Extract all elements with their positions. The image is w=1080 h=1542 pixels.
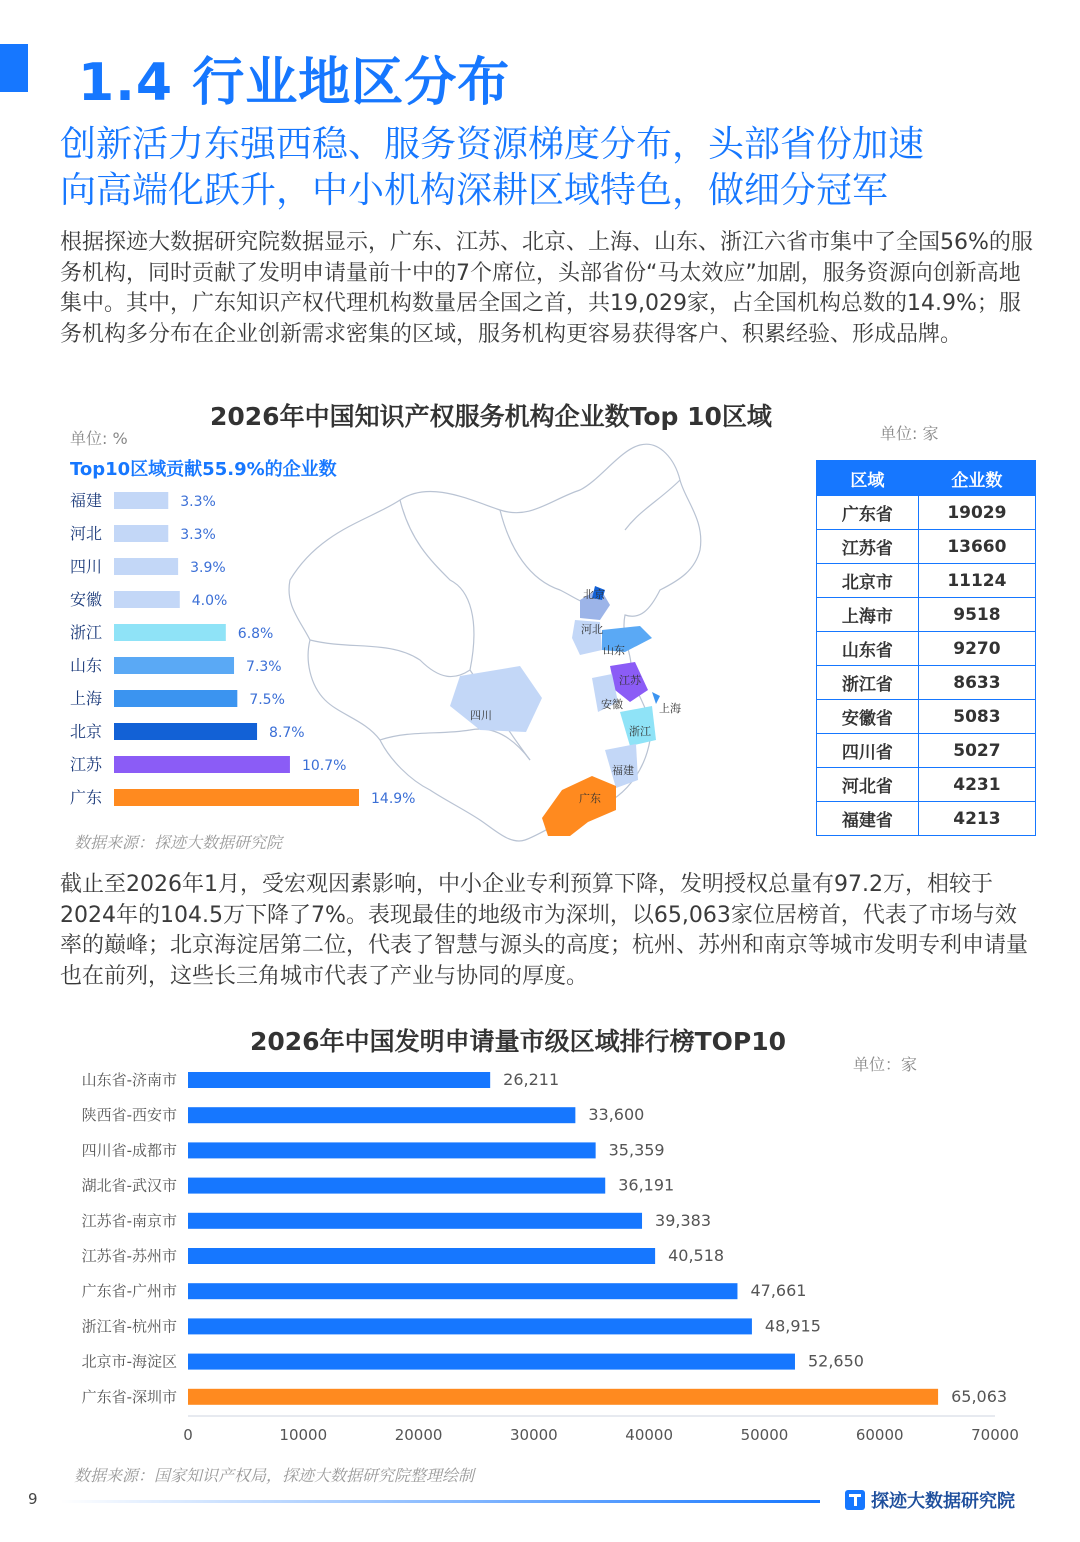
- map-label: 安徽: [601, 698, 623, 711]
- city-bar: [188, 1178, 605, 1194]
- share-category-label: 北京: [70, 722, 103, 741]
- table-cell-count: 11124: [918, 564, 1035, 598]
- figure2-title: 2026年中国发明申请量市级区域排行榜TOP10: [250, 1027, 786, 1056]
- city-value-label: 65,063: [951, 1386, 1008, 1406]
- city-value-label: 47,661: [750, 1281, 807, 1301]
- table-header: 企业数: [918, 461, 1035, 496]
- table-row: [817, 632, 1036, 666]
- share-category-label: 上海: [70, 689, 103, 708]
- paragraph-intro: 根据探迹大数据研究院数据显示，广东、江苏、北京、上海、山东、浙江六省市集中了全国56%的服务机构，同时贡献了发明申请量前十中的7个席位，头部省份“马太效应”加剧，服务资源向创新高地集中。其中，广东知识产权代理机构数量居全国之首，共19,029家，占全国机构总数的14.9%；服务机构多分布在企业创新需求密集的区域，服务机构更容易获得客户、积累经验、形成品牌。: [60, 230, 1033, 347]
- table-cell-count: 5027: [918, 734, 1035, 768]
- map-label: 河北: [581, 623, 603, 636]
- share-category-label: 广东: [70, 788, 103, 807]
- share-bar: [114, 525, 168, 542]
- x-tick-label: 20000: [394, 1426, 443, 1444]
- city-category-label: 浙江省-杭州市: [81, 1317, 177, 1336]
- share-value-label: 6.8%: [237, 626, 274, 642]
- share-value-label: 3.3%: [180, 527, 216, 543]
- city-value-label: 36,191: [618, 1175, 675, 1195]
- table-cell-region: 河北省: [817, 768, 919, 802]
- brand-icon: [845, 1490, 865, 1510]
- table-cell-count: 8633: [918, 666, 1035, 700]
- share-value-label: 3.9%: [190, 560, 226, 576]
- figure1-unit-right: 单位: 家: [880, 424, 939, 443]
- table-cell-region: 江苏省: [817, 530, 919, 564]
- map-label: 浙江: [629, 725, 651, 738]
- table-header-row: [817, 461, 1036, 496]
- table-cell-region: 上海市: [817, 598, 919, 632]
- map-label: 四川: [470, 709, 492, 722]
- table-cell-count: 5083: [918, 700, 1035, 734]
- share-value-label: 4.0%: [191, 593, 228, 609]
- map-label: 上海: [659, 702, 681, 715]
- city-category-label: 北京市-海淀区: [81, 1352, 177, 1371]
- city-bar: [188, 1318, 752, 1334]
- share-category-label: 浙江: [70, 623, 103, 642]
- table-cell-count: 13660: [918, 530, 1035, 564]
- share-category-label: 山东: [70, 656, 103, 675]
- city-value-label: 33,600: [588, 1105, 645, 1125]
- subtitle-line: 向高端化跃升，中小机构深耕区域特色，做细分冠军: [60, 170, 889, 211]
- table-row: [817, 530, 1036, 564]
- share-bar-chart: [60, 455, 416, 815]
- city-category-label: 四川省-成都市: [81, 1141, 177, 1160]
- city-value-label: 40,518: [668, 1246, 725, 1265]
- city-category-label: 湖北省-武汉市: [81, 1176, 177, 1195]
- table-cell-region: 山东省: [817, 632, 919, 666]
- map-label: 江苏: [619, 674, 641, 687]
- x-tick-label: 0: [183, 1426, 193, 1444]
- share-category-label: 福建: [70, 491, 103, 510]
- city-bar: [188, 1107, 575, 1123]
- x-tick-label: 70000: [971, 1426, 1019, 1444]
- city-bar: [188, 1354, 795, 1370]
- table-cell-region: 安徽省: [817, 700, 919, 734]
- figure2-source: 数据来源：国家知识产权局，探迹大数据研究院整理绘制: [74, 1466, 475, 1485]
- share-value-label: 8.7%: [269, 725, 305, 741]
- city-category-label: 山东省-济南市: [81, 1071, 177, 1089]
- figure2-unit: 单位：家: [853, 1055, 918, 1074]
- share-bar: [114, 789, 359, 806]
- table-cell-region: 浙江省: [817, 666, 919, 700]
- table-cell-region: 广东省: [817, 496, 919, 530]
- map-label: 山东: [603, 644, 625, 657]
- table-row: [817, 598, 1036, 632]
- brand-logo: [845, 1487, 1015, 1513]
- table-cell-region: 福建省: [817, 802, 919, 836]
- table-header: 区域: [817, 461, 919, 496]
- city-category-label: 广东省-广州市: [81, 1282, 177, 1301]
- city-category-label: 陕西省-西安市: [81, 1106, 177, 1125]
- region-table: [816, 460, 1036, 836]
- table-cell-region: 北京市: [817, 564, 919, 598]
- brand-name: 探迹大数据研究院: [871, 1491, 1015, 1512]
- share-bar: [114, 591, 180, 608]
- x-tick-label: 30000: [509, 1426, 558, 1444]
- map-label: 北京: [583, 588, 605, 601]
- section-accent-bar: [0, 44, 28, 92]
- table-cell-count: 19029: [918, 496, 1035, 530]
- table-cell-count: 4231: [918, 768, 1035, 802]
- section-subtitle: [60, 122, 1050, 214]
- city-value-label: 39,383: [655, 1210, 712, 1230]
- x-tick-label: 10000: [279, 1426, 328, 1444]
- share-value-label: 10.7%: [301, 758, 347, 774]
- share-bar: [114, 558, 178, 575]
- city-category-label: 江苏省-南京市: [81, 1211, 177, 1230]
- x-tick-label: 40000: [625, 1426, 674, 1444]
- table-row: [817, 734, 1036, 768]
- city-bar-chart: [60, 1062, 1050, 1452]
- share-value-label: 14.9%: [371, 791, 416, 807]
- figure1-unit-left: 单位: %: [70, 429, 128, 448]
- table-cell-count: 9518: [918, 598, 1035, 632]
- city-bar: [188, 1248, 655, 1264]
- share-bar: [114, 723, 257, 740]
- figure1-source: 数据来源：探迹大数据研究院: [74, 833, 283, 852]
- share-bar: [114, 756, 290, 773]
- share-bar: [114, 690, 237, 707]
- share-chart-subtitle: Top10区域贡献55.9%的企业数: [70, 459, 337, 480]
- share-category-label: 河北: [70, 524, 103, 543]
- share-bar: [114, 657, 234, 674]
- share-bar: [114, 624, 226, 641]
- subtitle-line: 创新活力东强西稳、服务资源梯度分布，头部省份加速: [60, 124, 925, 165]
- share-bar: [114, 492, 168, 509]
- table-row: [817, 700, 1036, 734]
- city-value-label: 52,650: [807, 1351, 864, 1371]
- city-bar: [188, 1389, 938, 1405]
- share-category-label: 江苏: [70, 755, 103, 774]
- city-category-label: 广东省-深圳市: [81, 1387, 177, 1406]
- x-tick-label: 50000: [740, 1426, 789, 1444]
- share-category-label: 安徽: [70, 590, 103, 609]
- share-category-label: 四川: [70, 557, 103, 576]
- footer-divider: [60, 1500, 820, 1503]
- city-bar: [188, 1213, 642, 1229]
- table-row: [817, 564, 1036, 598]
- map-label: 福建: [612, 764, 634, 777]
- table-row: [817, 802, 1036, 836]
- table-cell-count: 9270: [918, 632, 1035, 666]
- table-row: [817, 666, 1036, 700]
- table-row: [817, 768, 1036, 802]
- figure1-title: 2026年中国知识产权服务机构企业数Top 10区域: [210, 402, 772, 431]
- paragraph-city: 截止至2026年1月，受宏观因素影响，中小企业专利预算下降，发明授权总量有97.2万，相较于2024年的104.5万下降了7%。表现最佳的地级市为深圳，以65,063家位居榜首，代表了市场与效率的巅峰；北京海淀居第二位，代表了智慧与源头的高度；杭州、苏州和南京等城市发明专利申请量也在前列，这些长三角城市代表了产业与协同的厚度。: [60, 872, 1029, 989]
- city-value-label: 26,211: [503, 1070, 560, 1089]
- table-row: [817, 496, 1036, 530]
- city-value-label: 35,359: [608, 1140, 665, 1160]
- share-value-label: 7.3%: [246, 659, 282, 675]
- city-bar: [188, 1072, 490, 1088]
- city-value-label: 48,915: [764, 1316, 821, 1336]
- city-bar: [188, 1283, 737, 1299]
- map-label: 广东: [579, 792, 601, 805]
- table-cell-region: 四川省: [817, 734, 919, 768]
- share-value-label: 3.3%: [180, 494, 216, 510]
- x-tick-label: 60000: [855, 1426, 904, 1444]
- section-title: 1.4 行业地区分布: [78, 53, 511, 113]
- table-cell-count: 4213: [918, 802, 1035, 836]
- city-category-label: 江苏省-苏州市: [81, 1247, 177, 1265]
- page-number: 9: [28, 1490, 38, 1508]
- share-value-label: 7.5%: [249, 692, 285, 708]
- city-bar: [188, 1142, 596, 1158]
